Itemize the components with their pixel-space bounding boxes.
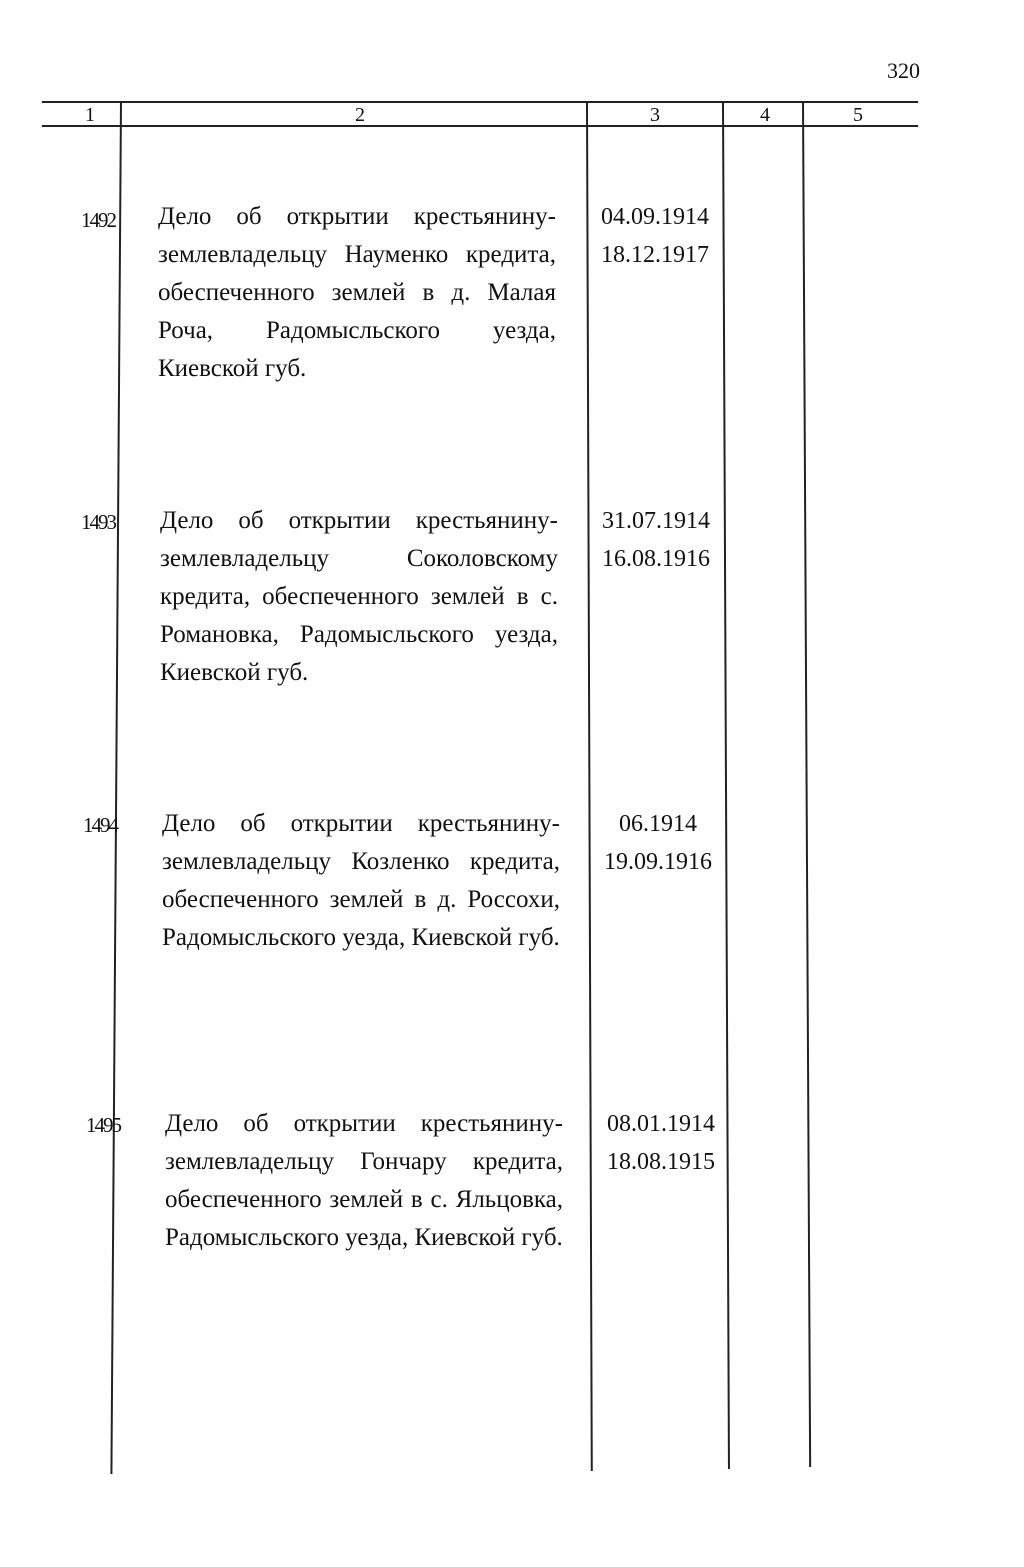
column-header-3: 3 bbox=[650, 104, 660, 126]
record-number: 1495 bbox=[86, 1113, 120, 1137]
record-date-start: 31.07.1914 bbox=[602, 508, 710, 534]
record-number: 1493 bbox=[81, 510, 115, 534]
column-header-1: 1 bbox=[85, 104, 95, 126]
column-divider-1 bbox=[110, 101, 122, 1474]
record-date-end: 18.08.1915 bbox=[607, 1149, 715, 1175]
column-header-4: 4 bbox=[760, 104, 770, 126]
column-divider-3 bbox=[722, 101, 730, 1469]
record-dates bbox=[593, 805, 723, 881]
column-divider-2 bbox=[586, 101, 593, 1471]
record-title: Дело об открытии крестьянину-землевладельцу Козленко кредита, обеспеченного землей в д. Россохи, Радомысльского уезда, Киевской губ. bbox=[162, 810, 560, 951]
column-divider-4 bbox=[802, 101, 811, 1467]
record-date-start: 04.09.1914 bbox=[601, 204, 709, 230]
record-date-end: 19.09.1916 bbox=[604, 849, 712, 875]
record-title: Дело об открытии крестьянину-землевладельцу Гончару кредита, обеспеченного землей в с. Яльцовка, Радомысльского уезда, Киевской губ. bbox=[165, 1110, 563, 1251]
record-title: Дело об открытии крестьянину-землевладельцу Соколовскому кредита, обеспеченного землей в с. Романовка, Радомысльского уезда, Киевской губ. bbox=[160, 507, 558, 686]
column-header-2: 2 bbox=[355, 104, 365, 126]
record-number: 1494 bbox=[83, 813, 117, 837]
record-date-start: 06.1914 bbox=[619, 811, 697, 837]
record-dates bbox=[591, 502, 721, 578]
record-dates bbox=[590, 198, 720, 274]
column-header-5: 5 bbox=[853, 104, 863, 126]
page-number: 320 bbox=[887, 58, 920, 83]
record-title: Дело об открытии крестьянину-землевладельцу Науменко кредита, обеспеченного землей в д. Малая Роча, Радомысльского уезда, Киевской губ. bbox=[158, 203, 556, 382]
table-header-rule-top bbox=[42, 101, 918, 103]
record-date-end: 16.08.1916 bbox=[602, 546, 710, 572]
record-dates bbox=[596, 1105, 726, 1181]
record-number: 1492 bbox=[81, 208, 115, 232]
record-date-end: 18.12.1917 bbox=[601, 242, 709, 268]
record-date-start: 08.01.1914 bbox=[607, 1111, 715, 1137]
